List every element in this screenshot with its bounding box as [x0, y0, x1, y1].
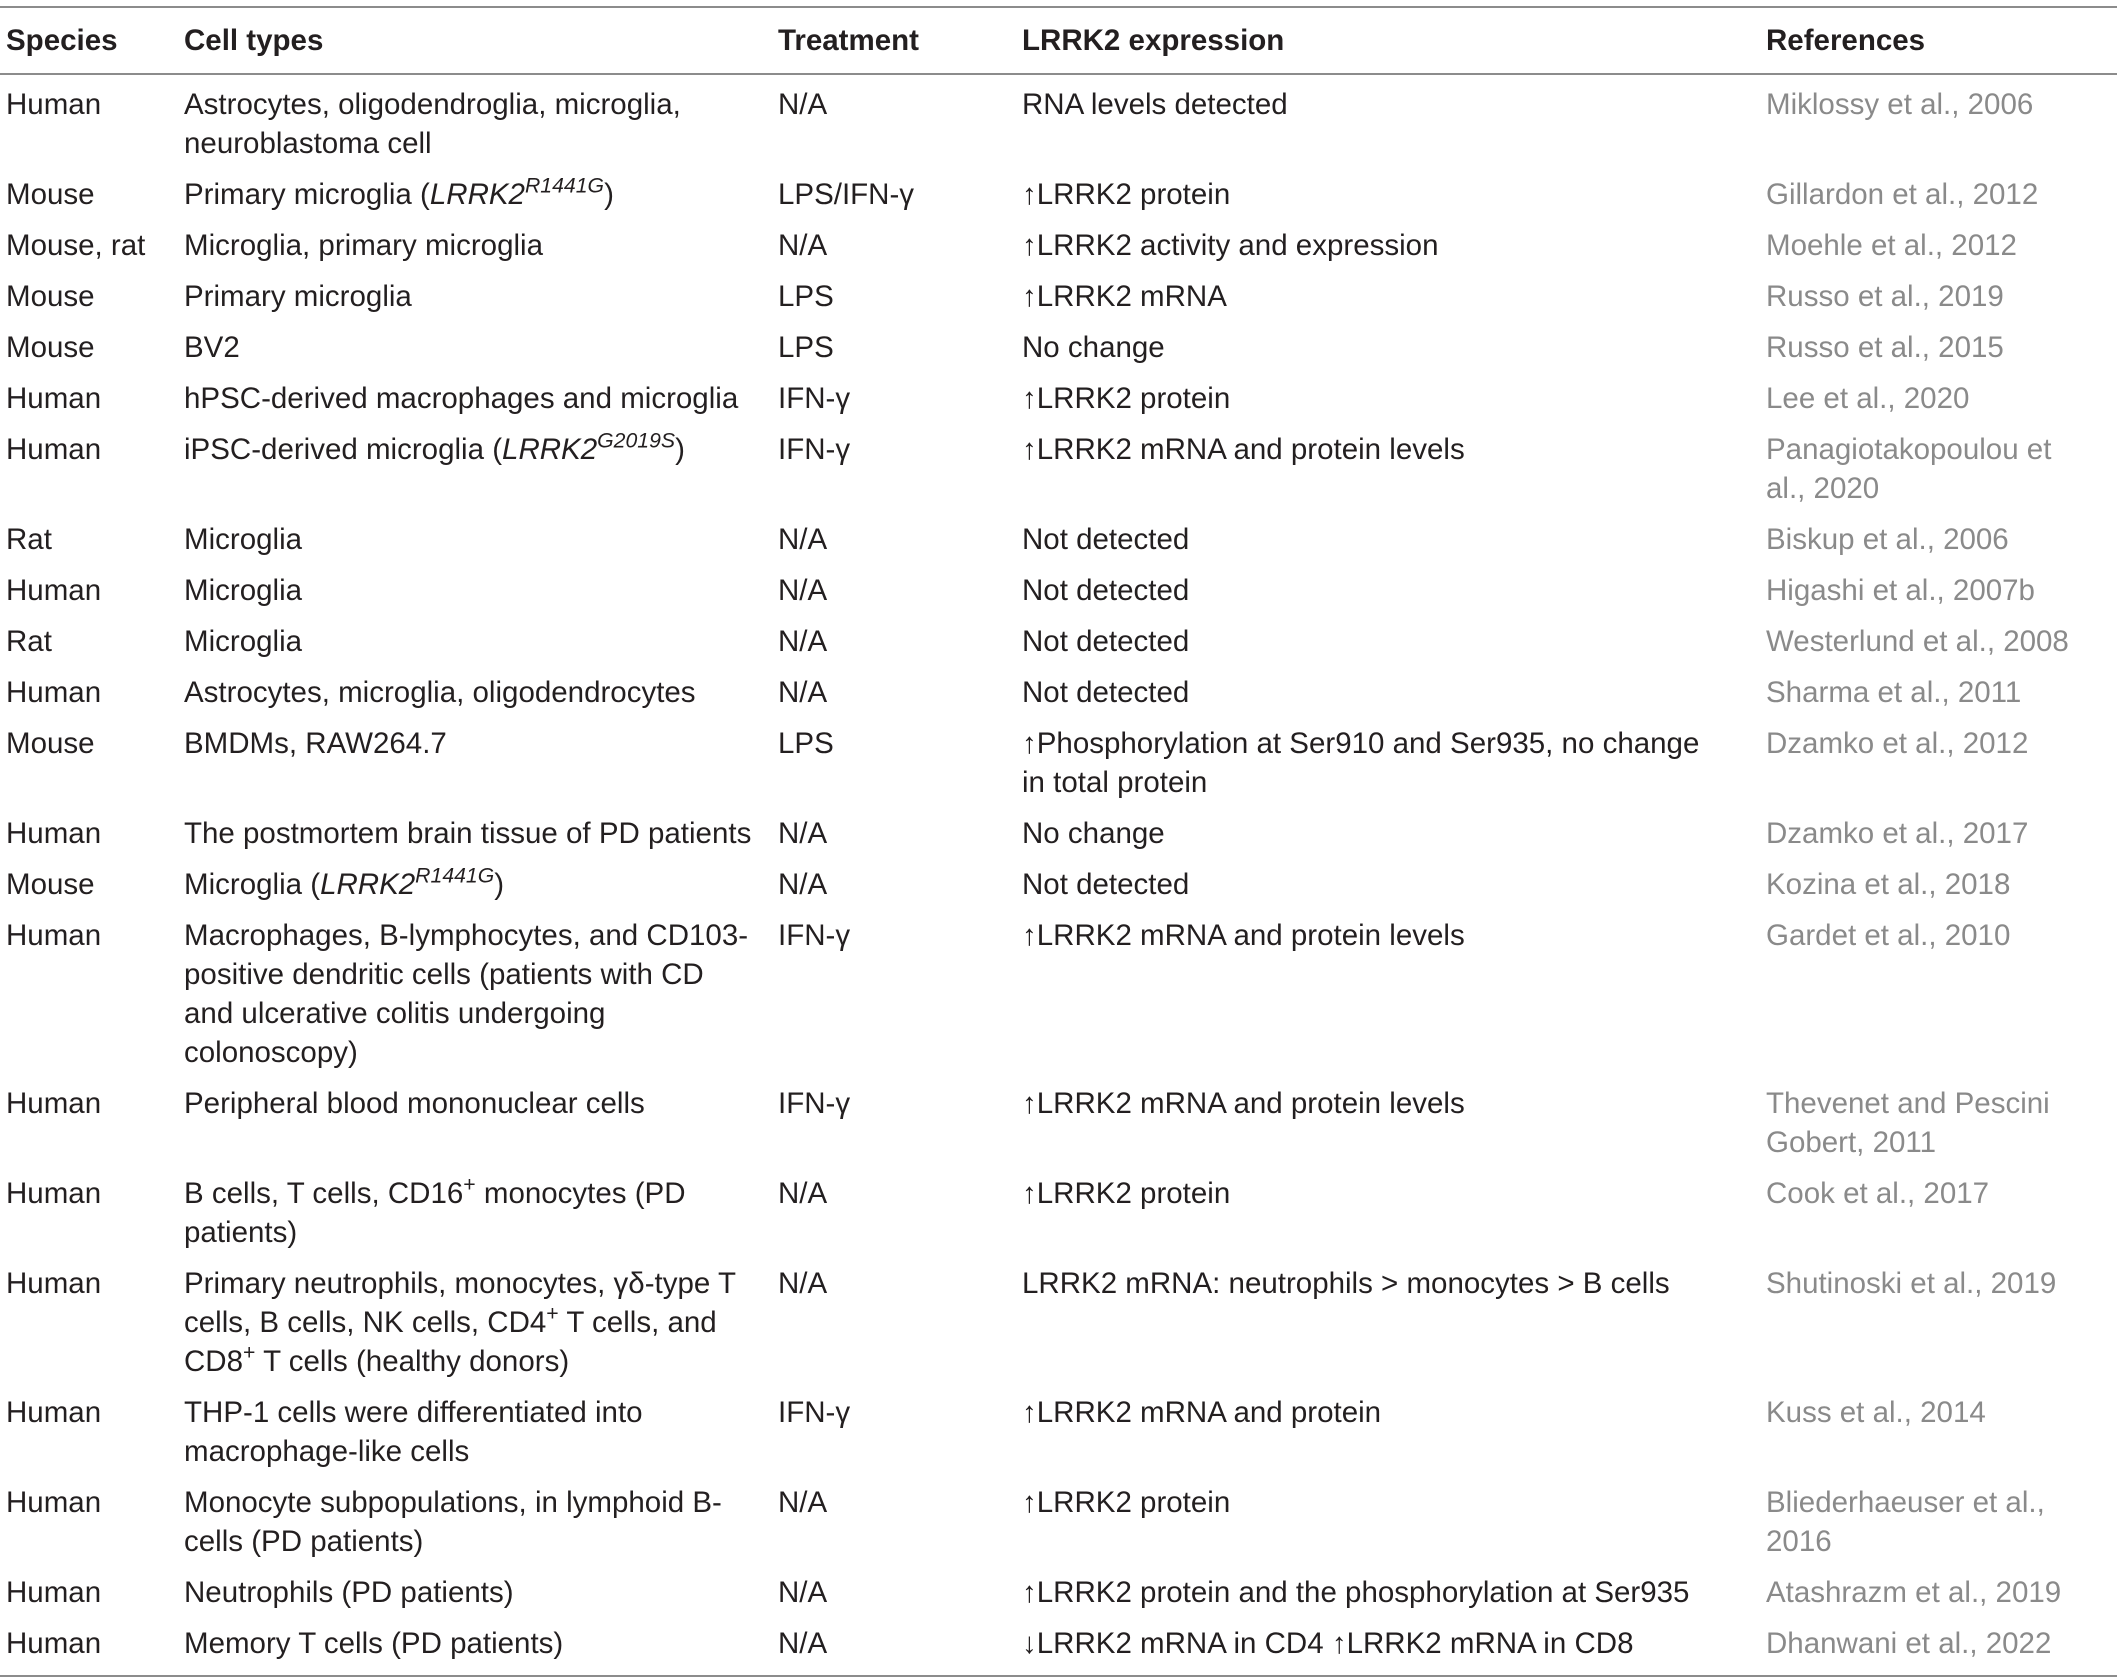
reference-cell: Biskup et al., 2006: [1766, 523, 2009, 556]
cell-types-cell: [184, 1170, 778, 1260]
cell-type-text: T cells (healthy donors): [255, 1345, 570, 1378]
spacer-row: [0, 74, 2117, 81]
reference-cell: Gardet et al., 2010: [1766, 919, 2011, 952]
species-cell: Human: [6, 676, 102, 709]
reference-cell: Dzamko et al., 2012: [1766, 727, 2029, 760]
table-row: [0, 1479, 2117, 1569]
gene-symbol: LRRK2: [429, 178, 525, 211]
species-cell: Human: [0, 1620, 184, 1676]
species-cell: Human: [6, 1486, 102, 1519]
table-row: [0, 324, 2117, 375]
gene-variant-superscript: R1441G: [524, 173, 605, 198]
treatment-cell: IFN-γ: [778, 919, 851, 952]
species-cell: Human: [6, 88, 102, 121]
gene-name: [429, 173, 605, 211]
lrrk2-expression-cell: ↑Phosphorylation at Ser910 and Ser935, no change in total protein: [1022, 727, 1700, 799]
table-row: [0, 618, 2117, 669]
treatment-cell: LPS/IFN-γ: [778, 178, 915, 211]
lrrk2-expression-cell: ↑LRRK2 activity and expression: [1022, 229, 1439, 262]
treatment-cell: N/A: [778, 625, 828, 658]
reference-cell: Cook et al., 2017: [1766, 1177, 1990, 1210]
species-cell: Human: [6, 433, 102, 466]
spacer-cell: [0, 74, 2117, 81]
treatment-cell: N/A: [778, 817, 828, 850]
cell-type-text: ): [675, 433, 685, 466]
treatment-cell: N/A: [778, 574, 828, 607]
table-header: [0, 7, 2117, 74]
lrrk2-expression-cell: No change: [1022, 331, 1165, 364]
header-cell-types: Cell types: [184, 7, 778, 74]
cell-type-text: monocytes (PD patients): [184, 1177, 686, 1249]
cell-types-cell: The postmortem brain tissue of PD patients: [184, 817, 752, 850]
cell-types-cell: Microglia: [184, 523, 303, 556]
table-row: [0, 426, 2117, 516]
table-row: [0, 1620, 2117, 1676]
lrrk2-expression-cell: Not detected: [1022, 625, 1190, 658]
lrrk2-expression-cell: No change: [1022, 817, 1165, 850]
treatment-cell: N/A: [778, 1267, 828, 1300]
table-row: [0, 1569, 2117, 1620]
species-cell: Human: [6, 919, 102, 952]
species-cell: Mouse, rat: [6, 229, 146, 262]
cell-type-text: Primary microglia (: [184, 178, 430, 211]
header-species: Species: [0, 7, 184, 74]
reference-cell: Westerlund et al., 2008: [1766, 625, 2069, 658]
treatment-cell: N/A: [778, 229, 828, 262]
species-cell: Mouse: [6, 727, 95, 760]
cell-types-cell: Microglia, primary microglia: [184, 229, 543, 262]
cell-type-text: Microglia (: [184, 868, 321, 901]
cell-types-cell: hPSC-derived macrophages and microglia: [184, 382, 739, 415]
treatment-cell: N/A: [778, 1177, 828, 1210]
cell-type-text: iPSC-derived microglia (: [184, 433, 503, 466]
reference-cell: Dzamko et al., 2017: [1766, 817, 2029, 850]
lrrk2-expression-cell: ↑LRRK2 protein: [1022, 1177, 1231, 1210]
table-row: [0, 516, 2117, 567]
species-cell: Human: [6, 382, 102, 415]
treatment-cell: LPS: [778, 331, 834, 364]
species-cell: Human: [6, 1177, 102, 1210]
table-row: [0, 222, 2117, 273]
superscript-plus: +: [546, 1301, 559, 1326]
table-row: [0, 1260, 2117, 1389]
cell-types-cell: Monocyte subpopulations, in lymphoid B-cells (PD patients): [184, 1486, 722, 1558]
lrrk2-expression-table: [0, 6, 2117, 1677]
cell-types-cell: Astrocytes, microglia, oligodendrocytes: [184, 676, 696, 709]
lrrk2-expression-cell: Not detected: [1022, 868, 1190, 901]
cell-type-text: ): [494, 868, 505, 901]
treatment-cell: N/A: [778, 1486, 828, 1519]
lrrk2-expression-cell: ↑LRRK2 mRNA and protein levels: [1022, 919, 1465, 952]
species-cell: Human: [6, 1576, 102, 1609]
table-row: [0, 810, 2117, 861]
cell-types-cell: [184, 1260, 778, 1389]
cell-types-cell: Memory T cells (PD patients): [184, 1620, 778, 1676]
treatment-cell: LPS: [778, 727, 834, 760]
species-cell: Mouse: [6, 178, 95, 211]
cell-types-cell: BV2: [184, 331, 240, 364]
reference-cell: Moehle et al., 2012: [1766, 229, 2017, 262]
reference-cell: Sharma et al., 2011: [1766, 676, 2022, 709]
superscript-plus: +: [463, 1172, 476, 1197]
reference-cell: Russo et al., 2015: [1766, 331, 2004, 364]
reference-cell: Miklossy et al., 2006: [1766, 88, 2034, 121]
header-lrrk2-expression: LRRK2 expression: [1022, 7, 1766, 74]
lrrk2-expression-cell: ↑LRRK2 mRNA and protein: [1022, 1396, 1382, 1429]
reference-cell: Bliederhaeuser et al., 2016: [1766, 1486, 2045, 1558]
reference-cell: Lee et al., 2020: [1766, 382, 1970, 415]
table-row: [0, 669, 2117, 720]
table-row: [0, 171, 2117, 222]
lrrk2-expression-cell: Not detected: [1022, 574, 1190, 607]
gene-variant-superscript: R1441G: [415, 863, 495, 888]
cell-types-cell: BMDMs, RAW264.7: [184, 727, 447, 760]
treatment-cell: IFN-γ: [778, 1396, 851, 1429]
cell-types-cell: [184, 426, 778, 516]
cell-types-cell: Macrophages, B-lymphocytes, and CD103-positive dendritic cells (patients with CD and ulcerative colitis undergoing colonoscopy): [184, 919, 749, 1069]
treatment-cell: N/A: [778, 868, 828, 901]
reference-cell: Kozina et al., 2018: [1766, 868, 2011, 901]
lrrk2-expression-cell: ↑LRRK2 protein: [1022, 382, 1231, 415]
lrrk2-expression-table-wrapper: [0, 6, 2117, 1677]
table-body: [0, 74, 2117, 1676]
species-cell: Rat: [6, 625, 52, 658]
header-row: [0, 7, 2117, 74]
cell-types-cell: [184, 171, 778, 222]
gene-name: [320, 863, 495, 901]
reference-cell: Higashi et al., 2007b: [1766, 574, 2035, 607]
reference-cell: Shutinoski et al., 2019: [1766, 1267, 2057, 1300]
table-row: [0, 273, 2117, 324]
treatment-cell: IFN-γ: [778, 1087, 851, 1120]
table-row: [0, 81, 2117, 171]
species-cell: Mouse: [6, 868, 95, 901]
table-row: [0, 861, 2117, 912]
cell-types-cell: Peripheral blood mononuclear cells: [184, 1087, 645, 1120]
table-row: [0, 912, 2117, 1080]
table-row: [0, 1389, 2117, 1479]
species-cell: Human: [6, 817, 102, 850]
lrrk2-expression-cell: ↑LRRK2 mRNA and protein levels: [1022, 433, 1465, 466]
lrrk2-expression-cell: ↑LRRK2 mRNA: [1022, 280, 1227, 313]
species-cell: Mouse: [6, 280, 95, 313]
cell-types-cell: Neutrophils (PD patients): [184, 1576, 514, 1609]
treatment-cell: IFN-γ: [778, 382, 851, 415]
reference-cell: Russo et al., 2019: [1766, 280, 2004, 313]
reference-cell: Atashrazm et al., 2019: [1766, 1576, 2062, 1609]
species-cell: Human: [6, 574, 102, 607]
lrrk2-expression-cell: ↑LRRK2 protein: [1022, 178, 1231, 211]
species-cell: Rat: [6, 523, 52, 556]
reference-cell: Thevenet and Pescini Gobert, 2011: [1766, 1087, 2050, 1159]
table-row: [0, 375, 2117, 426]
cell-types-cell: THP-1 cells were differentiated into macrophage-like cells: [184, 1396, 643, 1468]
treatment-cell: N/A: [778, 523, 828, 556]
gene-symbol: LRRK2: [320, 868, 416, 901]
species-cell: Mouse: [6, 331, 95, 364]
cell-types-cell: [184, 861, 778, 912]
cell-types-cell: Primary microglia: [184, 280, 412, 313]
header-references: References: [1766, 7, 2117, 74]
lrrk2-expression-cell: RNA levels detected: [1022, 88, 1288, 121]
species-cell: Human: [6, 1396, 102, 1429]
cell-types-cell: Microglia: [184, 574, 303, 607]
lrrk2-expression-cell: ↑LRRK2 protein: [1022, 1486, 1231, 1519]
lrrk2-expression-cell: ↑LRRK2 protein and the phosphorylation at Ser935: [1022, 1576, 1690, 1609]
species-cell: Human: [6, 1087, 102, 1120]
treatment-cell: LPS: [778, 280, 834, 313]
table-row: [0, 567, 2117, 618]
table-row: [0, 1170, 2117, 1260]
gene-symbol: LRRK2: [502, 433, 598, 466]
cell-types-cell: Astrocytes, oligodendroglia, microglia, neuroblastoma cell: [184, 88, 681, 160]
lrrk2-expression-cell: ↓LRRK2 mRNA in CD4 ↑LRRK2 mRNA in CD8: [1022, 1620, 1766, 1676]
cell-type-text: B cells, T cells, CD16: [184, 1177, 464, 1210]
reference-cell: Panagiotakopoulou et al., 2020: [1766, 433, 2052, 505]
reference-cell: Dhanwani et al., 2022: [1766, 1620, 2117, 1676]
table-row: [0, 1080, 2117, 1170]
treatment-cell: N/A: [778, 88, 828, 121]
treatment-cell: N/A: [778, 676, 828, 709]
header-treatment: Treatment: [778, 7, 1022, 74]
superscript-plus: +: [243, 1340, 256, 1365]
lrrk2-expression-cell: Not detected: [1022, 676, 1190, 709]
gene-name: [502, 428, 676, 466]
gene-variant-superscript: G2019S: [597, 428, 676, 453]
cell-type-text: T cells, and CD8: [184, 1306, 717, 1378]
cell-type-text: ): [604, 178, 614, 211]
cell-types-cell: Microglia: [184, 625, 303, 658]
lrrk2-expression-cell: Not detected: [1022, 523, 1190, 556]
reference-cell: Kuss et al., 2014: [1766, 1396, 1986, 1429]
species-cell: Human: [6, 1267, 102, 1300]
cell-type-text: Primary neutrophils, monocytes, γδ-type T cells, B cells, NK cells, CD4: [184, 1267, 736, 1339]
lrrk2-expression-cell: LRRK2 mRNA: neutrophils > monocytes > B cells: [1022, 1267, 1670, 1300]
lrrk2-expression-cell: ↑LRRK2 mRNA and protein levels: [1022, 1087, 1465, 1120]
reference-cell: Gillardon et al., 2012: [1766, 178, 2039, 211]
treatment-cell: N/A: [778, 1576, 828, 1609]
table-row: [0, 720, 2117, 810]
treatment-cell: IFN-γ: [778, 433, 851, 466]
treatment-cell: N/A: [778, 1620, 1022, 1676]
